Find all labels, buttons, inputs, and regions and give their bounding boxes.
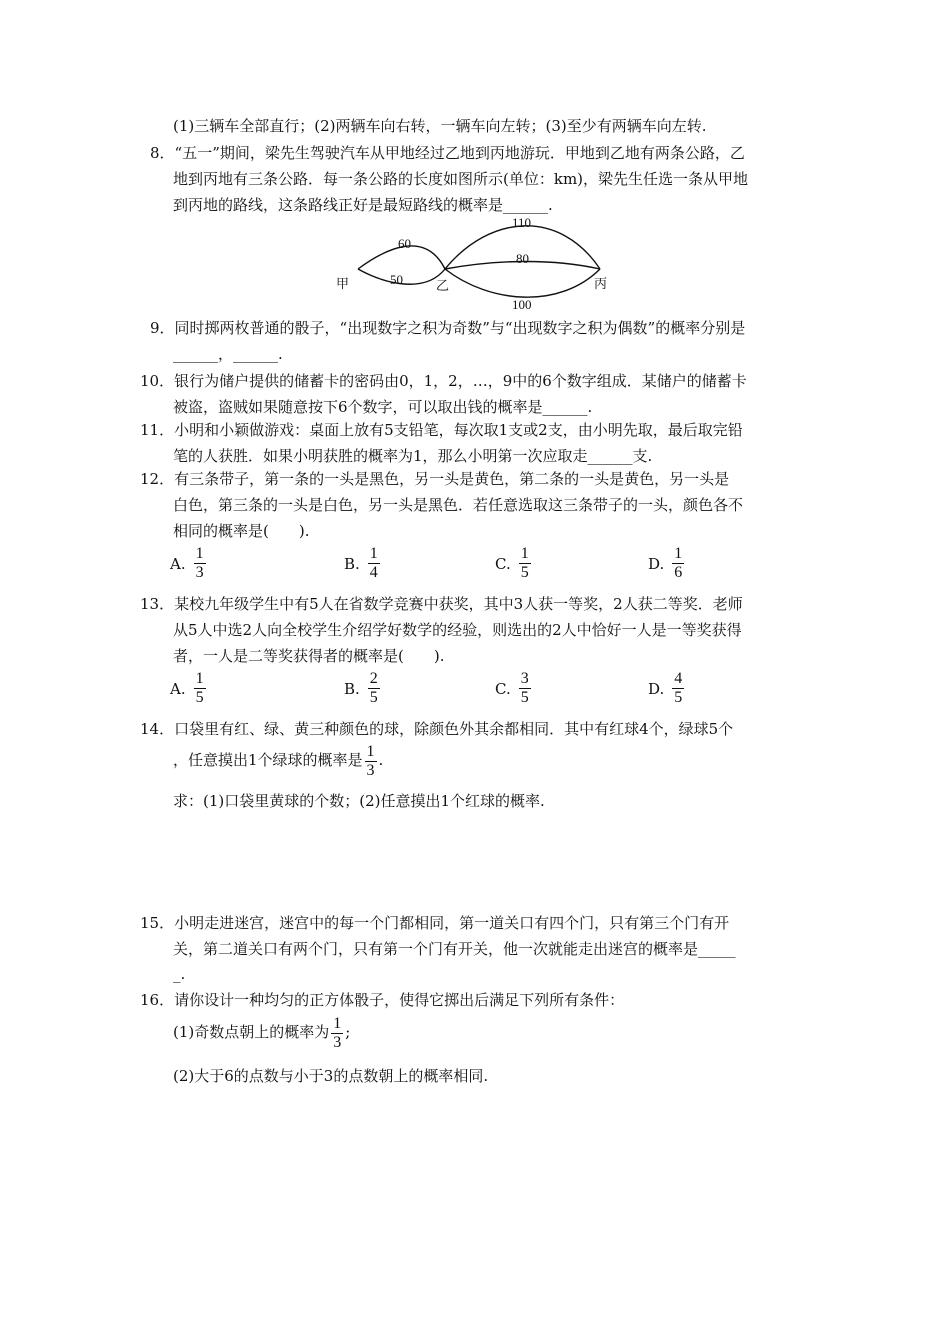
q16-fraction — [331, 1015, 343, 1052]
fraction-denominator: 3 — [366, 761, 375, 779]
option-fraction — [368, 670, 380, 707]
q13-option-b — [344, 670, 382, 707]
fraction-numerator: 1 — [366, 742, 375, 760]
q12-option-c — [495, 545, 533, 582]
route-bc-lower — [445, 269, 600, 297]
q15-line-2: 关，第二道关口有两个门，只有第一个门有开关，他一次就能走出迷宫的概率是_____ — [173, 940, 736, 958]
q10-line-1: 10．银行为储户提供的储蓄卡的密码由0，1，2，…，9中的6个数字组成．某储户的储蓄卡 — [140, 372, 747, 390]
option-label: A. — [170, 679, 186, 698]
q11-line-1: 11．小明和小颖做游戏：桌面上放有5支铅笔，每次取1支或2支，由小明先取，最后取完铅 — [140, 421, 743, 439]
q15-line-1: 15．小明走进迷宫，迷宫中的每一个门都相同，第一道关口有四个门，只有第三个门有开 — [140, 914, 730, 932]
option-fraction — [672, 670, 684, 707]
fraction-numerator: 1 — [674, 545, 683, 562]
fraction-numerator: 1 — [369, 545, 378, 562]
node-a-label: 甲 — [336, 276, 350, 291]
fraction-numerator: 1 — [333, 1014, 342, 1032]
fraction-numerator: 2 — [369, 670, 378, 687]
q14-line-2-end: . — [378, 751, 384, 769]
q11-line-2: 笔的人获胜．如果小明获胜的概率为1，那么小明第一次应取走______支. — [173, 447, 653, 465]
q15-line-3: _. — [173, 965, 186, 983]
label-bc-middle: 80 — [516, 251, 529, 266]
q16-condition-1-text: (1)奇数点朝上的概率为 — [173, 1023, 330, 1041]
label-ab-lower: 50 — [390, 272, 403, 287]
fraction-denominator: 4 — [369, 564, 378, 581]
option-label: D. — [648, 554, 665, 573]
fraction-numerator: 4 — [674, 670, 683, 687]
q9-line-2: ______，______. — [173, 345, 283, 363]
q7-tail-text: (1)三辆车全部直行；(2)两辆车向右转，一辆车向左转；(3)至少有两辆车向左转. — [173, 117, 707, 135]
q12-line-3: 相同的概率是( ). — [173, 522, 310, 540]
fraction-denominator: 5 — [674, 689, 683, 706]
fraction-numerator: 1 — [195, 670, 204, 687]
option-label: A. — [170, 554, 186, 573]
q16-line-1: 16．请你设计一种均匀的正方体骰子，使得它掷出后满足下列所有条件： — [140, 991, 625, 1009]
fraction-denominator: 5 — [520, 564, 529, 581]
label-bc-upper: 110 — [512, 215, 532, 230]
q14-fraction — [365, 743, 377, 780]
q13-line-3: 者，一人是二等奖获得者的概率是( ). — [173, 647, 445, 665]
label-ab-upper: 60 — [398, 236, 411, 251]
q12-option-a — [170, 545, 208, 582]
fraction-denominator: 5 — [369, 689, 378, 706]
q16-condition-1 — [173, 1012, 350, 1052]
q16-condition-1-end: ; — [345, 1023, 351, 1041]
q13-option-c — [495, 670, 533, 707]
node-b-label: 乙 — [436, 278, 450, 293]
option-fraction — [194, 670, 206, 707]
q14-line-1: 14．口袋里有红、绿、黄三种颜色的球，除颜色外其余都相同．其中有红球4个，绿球5个 — [140, 720, 734, 738]
option-fraction — [194, 545, 206, 582]
option-fraction — [368, 545, 380, 582]
fraction-denominator: 3 — [333, 1033, 342, 1051]
option-label: C. — [495, 554, 511, 573]
fraction-denominator: 5 — [520, 689, 529, 706]
q14-line-2-text: ，任意摸出1个绿球的概率是 — [173, 751, 363, 769]
fraction-denominator: 6 — [674, 564, 683, 581]
q13-option-a — [170, 670, 208, 707]
q13-option-d — [648, 670, 686, 707]
q12-option-b — [344, 545, 382, 582]
q10-line-2: 被盗，盗贼如果随意按下6个数字，可以取出钱的概率是______. — [173, 398, 593, 416]
option-label: D. — [648, 679, 665, 698]
q12-line-2: 白色，第三条的一头是白色，另一头是黑色．若任意选取这三条带子的一头，颜色各不 — [173, 496, 744, 514]
option-label: B. — [344, 554, 360, 573]
q16-condition-2: (2)大于6的点数与小于3的点数朝上的概率相同. — [173, 1067, 489, 1085]
q14-line-2 — [173, 740, 383, 780]
q9-line-1: 9．同时掷两枚普通的骰子，“出现数字之积为奇数”与“出现数字之积为偶数”的概率分别是 — [150, 319, 746, 337]
q13-line-2: 从5人中选2人向全校学生介绍学好数学的经验，则选出的2人中恰好一人是一等奖获得 — [173, 621, 742, 639]
option-fraction — [519, 670, 531, 707]
option-label: C. — [495, 679, 511, 698]
q8-line-2: 地到丙地有三条公路．每一条公路的长度如图所示(单位：km)，梁先生任选一条从甲地 — [173, 170, 749, 188]
q8-line-1: 8．“五一”期间，梁先生驾驶汽车从甲地经过乙地到丙地游玩．甲地到乙地有两条公路，乙 — [150, 144, 745, 162]
q8-line-3: 到丙地的路线，这条路线正好是最短路线的概率是______. — [173, 196, 553, 214]
option-label: B. — [344, 679, 360, 698]
q12-line-1: 12．有三条带子，第一条的一头是黑色，另一头是黄色，第二条的一头是黄色，另一头是 — [140, 470, 730, 488]
fraction-denominator: 3 — [195, 564, 204, 581]
fraction-numerator: 1 — [520, 545, 529, 562]
option-fraction — [672, 545, 684, 582]
option-fraction — [519, 545, 531, 582]
q13-line-1: 13．某校九年级学生中有5人在省数学竞赛中获奖，其中3人获一等奖，2人获二等奖．老师 — [140, 595, 743, 613]
route-diagram — [330, 214, 620, 314]
fraction-numerator: 3 — [520, 670, 529, 687]
q12-option-d — [648, 545, 686, 582]
fraction-numerator: 1 — [195, 545, 204, 562]
label-bc-lower: 100 — [512, 297, 532, 312]
node-c-label: 丙 — [594, 276, 608, 291]
q14-line-3: 求：(1)口袋里黄球的个数；(2)任意摸出1个红球的概率. — [173, 792, 545, 810]
fraction-denominator: 5 — [195, 689, 204, 706]
